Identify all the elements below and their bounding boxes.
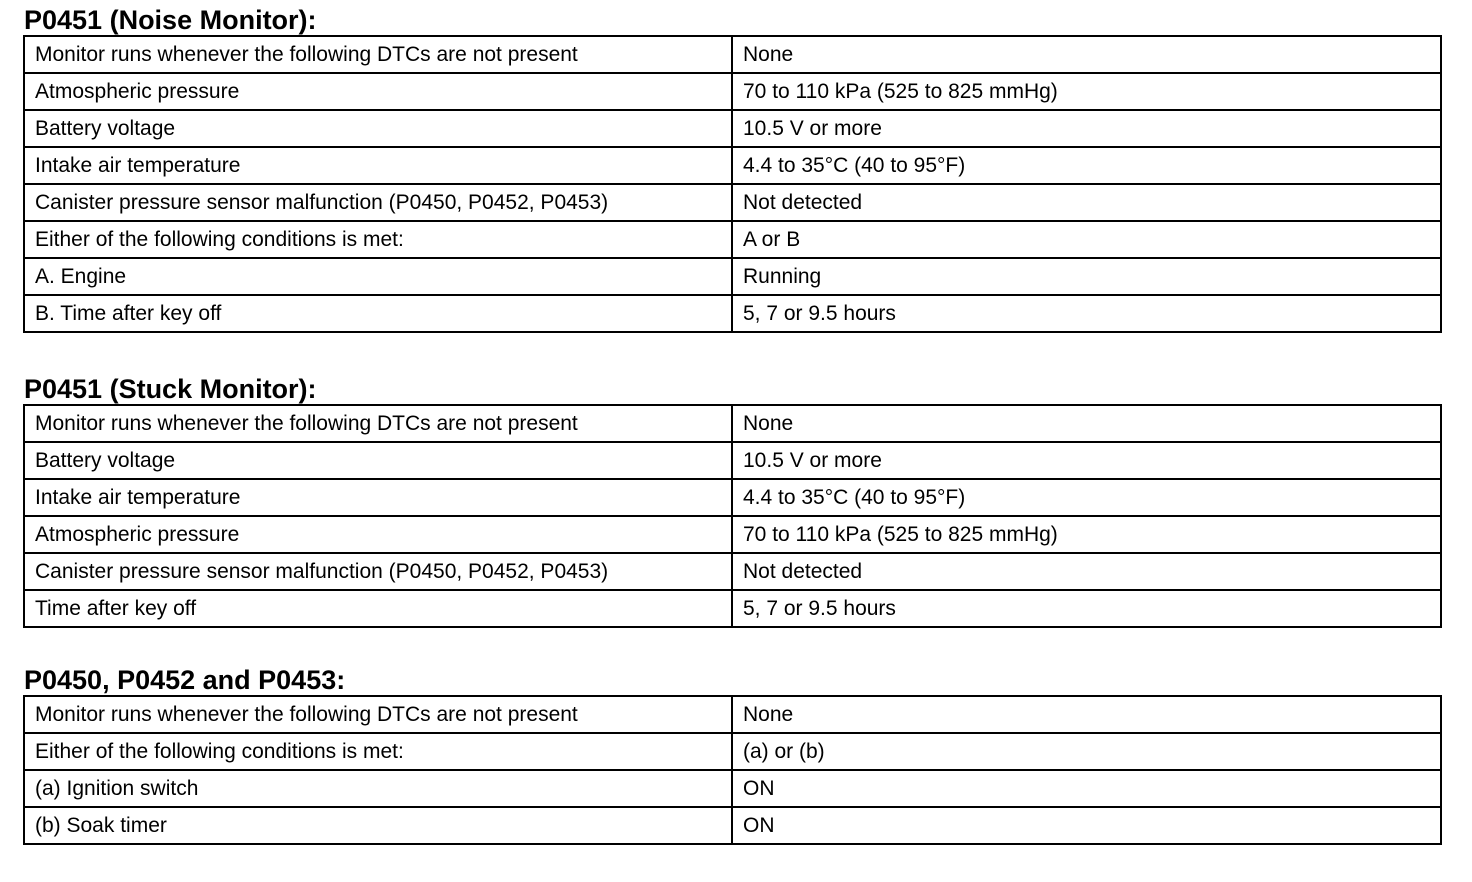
table-row bbox=[24, 770, 1441, 807]
condition-cell: Time after key off bbox=[24, 590, 732, 627]
table-row bbox=[24, 405, 1441, 442]
table-row bbox=[24, 553, 1441, 590]
table-row bbox=[24, 36, 1441, 73]
condition-cell: Atmospheric pressure bbox=[24, 516, 732, 553]
value-cell: None bbox=[732, 36, 1441, 73]
condition-cell: Monitor runs whenever the following DTCs are not present bbox=[24, 36, 732, 73]
table-row bbox=[24, 73, 1441, 110]
condition-cell: B. Time after key off bbox=[24, 295, 732, 332]
table-row bbox=[24, 221, 1441, 258]
table-row bbox=[24, 807, 1441, 844]
value-cell: 5, 7 or 9.5 hours bbox=[732, 590, 1441, 627]
value-cell: Running bbox=[732, 258, 1441, 295]
table-row bbox=[24, 442, 1441, 479]
value-cell: ON bbox=[732, 770, 1441, 807]
value-cell: Not detected bbox=[732, 184, 1441, 221]
stuck-monitor-section bbox=[23, 374, 1440, 628]
section-title: P0450, P0452 and P0453: bbox=[24, 665, 346, 695]
value-cell: (a) or (b) bbox=[732, 733, 1441, 770]
table-row bbox=[24, 479, 1441, 516]
value-cell: ON bbox=[732, 807, 1441, 844]
table-row bbox=[24, 295, 1441, 332]
value-cell: A or B bbox=[732, 221, 1441, 258]
value-cell: None bbox=[732, 405, 1441, 442]
condition-cell: Either of the following conditions is met: bbox=[24, 733, 732, 770]
noise-monitor-section bbox=[23, 5, 1440, 333]
stuck-monitor-table bbox=[23, 404, 1442, 628]
table-row bbox=[24, 258, 1441, 295]
section-title: P0451 (Stuck Monitor): bbox=[24, 374, 317, 404]
pressure-sensor-table bbox=[23, 695, 1442, 845]
condition-cell: Either of the following conditions is met: bbox=[24, 221, 732, 258]
value-cell: 10.5 V or more bbox=[732, 442, 1441, 479]
value-cell: None bbox=[732, 696, 1441, 733]
condition-cell: Atmospheric pressure bbox=[24, 73, 732, 110]
condition-cell: Intake air temperature bbox=[24, 479, 732, 516]
value-cell: 70 to 110 kPa (525 to 825 mmHg) bbox=[732, 73, 1441, 110]
table-row bbox=[24, 733, 1441, 770]
pressure-sensor-section bbox=[23, 665, 1440, 845]
condition-cell: Battery voltage bbox=[24, 442, 732, 479]
condition-cell: Canister pressure sensor malfunction (P0450, P0452, P0453) bbox=[24, 184, 732, 221]
value-cell: 10.5 V or more bbox=[732, 110, 1441, 147]
value-cell: 5, 7 or 9.5 hours bbox=[732, 295, 1441, 332]
table-row bbox=[24, 590, 1441, 627]
table-row bbox=[24, 696, 1441, 733]
value-cell: 4.4 to 35°C (40 to 95°F) bbox=[732, 479, 1441, 516]
condition-cell: Battery voltage bbox=[24, 110, 732, 147]
condition-cell: (b) Soak timer bbox=[24, 807, 732, 844]
section-title: P0451 (Noise Monitor): bbox=[24, 5, 317, 35]
condition-cell: (a) Ignition switch bbox=[24, 770, 732, 807]
condition-cell: Canister pressure sensor malfunction (P0450, P0452, P0453) bbox=[24, 553, 732, 590]
value-cell: 4.4 to 35°C (40 to 95°F) bbox=[732, 147, 1441, 184]
value-cell: 70 to 110 kPa (525 to 825 mmHg) bbox=[732, 516, 1441, 553]
value-cell: Not detected bbox=[732, 553, 1441, 590]
noise-monitor-table bbox=[23, 35, 1442, 333]
condition-cell: A. Engine bbox=[24, 258, 732, 295]
condition-cell: Monitor runs whenever the following DTCs are not present bbox=[24, 405, 732, 442]
condition-cell: Intake air temperature bbox=[24, 147, 732, 184]
table-row bbox=[24, 110, 1441, 147]
table-row bbox=[24, 516, 1441, 553]
table-row bbox=[24, 147, 1441, 184]
condition-cell: Monitor runs whenever the following DTCs are not present bbox=[24, 696, 732, 733]
table-row bbox=[24, 184, 1441, 221]
